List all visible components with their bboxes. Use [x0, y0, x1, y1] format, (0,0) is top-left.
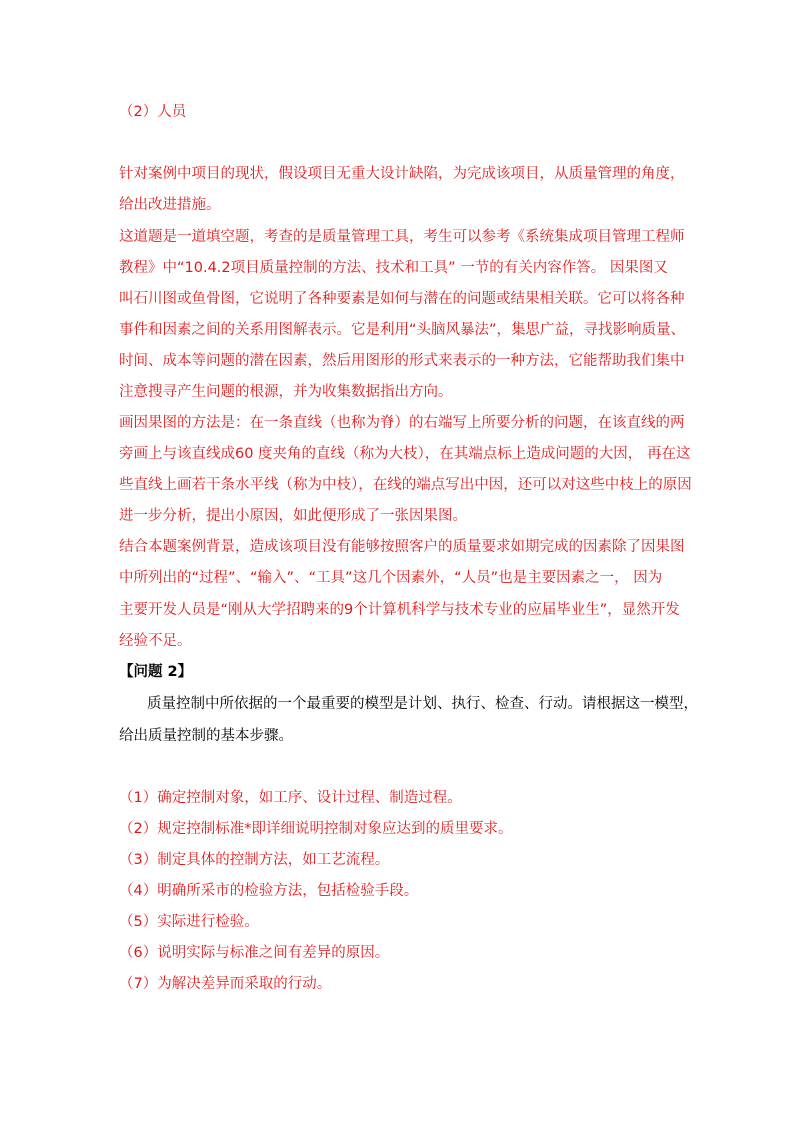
analysis-line-16: 经验不足。	[119, 633, 192, 649]
analysis-line-5: 叫石川图或鱼骨图，它说明了各种要素是如何与潜在的问题或结果相关联。它可以将各种	[119, 291, 685, 307]
analysis-line-9: 画因果图的方法是：在一条直线（也称为脊）的右端写上所要分析的问题，在该直线的两	[119, 415, 685, 431]
step-item-6: （6）说明实际与标准之间有差异的原因。	[119, 945, 390, 961]
analysis-line-12: 进一步分析，提出小原因，如此便形成了一张因果图。	[119, 508, 467, 524]
analysis-line-7: 时间、成本等问题的潜在因素，然后用图形的形式来表示的一种方法，它能帮助我们集中	[119, 353, 685, 369]
analysis-line-8: 注意搜寻产生问题的根源，并为收集数据指出方向。	[119, 384, 453, 400]
step-item-2: （2）规定控制标准*即详细说明控制对象应达到的质里要求。	[119, 821, 513, 837]
answer1-item: （2）人员	[119, 104, 187, 120]
analysis-line-11: 些直线上画若干条水平线（称为中枝），在线的端点写出中因，还可以对这些中枝上的原因	[119, 477, 692, 493]
step-item-5: （5）实际进行检验。	[119, 914, 259, 930]
question2-heading: 【问题 2】	[119, 664, 193, 680]
question2-line-1: 质量控制中所依据的一个最重要的模型是计划、执行、检查、行动。请根据这一模型，	[147, 696, 698, 712]
step-item-1: （1）确定控制对象，如工序、设计过程、制造过程。	[119, 790, 462, 806]
step-item-7: （7）为解决差异而采取的行动。	[119, 976, 332, 992]
analysis-line-10: 旁画上与该直线成60 度夹角的直线（称为大枝），在其端点标上造成问题的大因， 再在这	[119, 446, 691, 462]
analysis-line-15: 主要开发人员是“刚从大学招聘来的9个计算机科学与技术专业的应届毕业生”，显然开发	[119, 602, 680, 618]
step-item-4: （4）明确所采市的检验方法，包括检验手段。	[119, 883, 419, 899]
analysis-line-13: 结合本题案例背景，造成该项目没有能够按照客户的质量要求如期完成的因素除了因果图	[119, 539, 685, 555]
analysis-line-2: 给出改进措施。	[119, 197, 221, 213]
analysis-line-4: 教程》中“10.4.2项目质量控制的方法、技术和工具” 一节的有关内容作答。 因果图又	[119, 260, 668, 276]
question2-line-2: 给出质量控制的基本步骤。	[119, 728, 293, 744]
analysis-line-6: 事件和因素之间的关系用图解表示。它是利用“头脑风暴法”，集思广益，寻找影响质量、	[119, 322, 686, 338]
step-item-3: （3）制定具体的控制方法，如工艺流程。	[119, 852, 390, 868]
analysis-line-14: 中所列出的“过程”、“输入”、“工具”这几个因素外，“人员”也是主要因素之一， 因为	[119, 570, 663, 586]
analysis-line-3: 这道题是一道填空题，考查的是质量管理工具，考生可以参考《系统集成项目管理工程师	[119, 229, 685, 245]
analysis-line-1: 针对案例中项目的现状，假设项目无重大设计缺陷，为完成该项目，从质量管理的角度，	[119, 166, 685, 182]
